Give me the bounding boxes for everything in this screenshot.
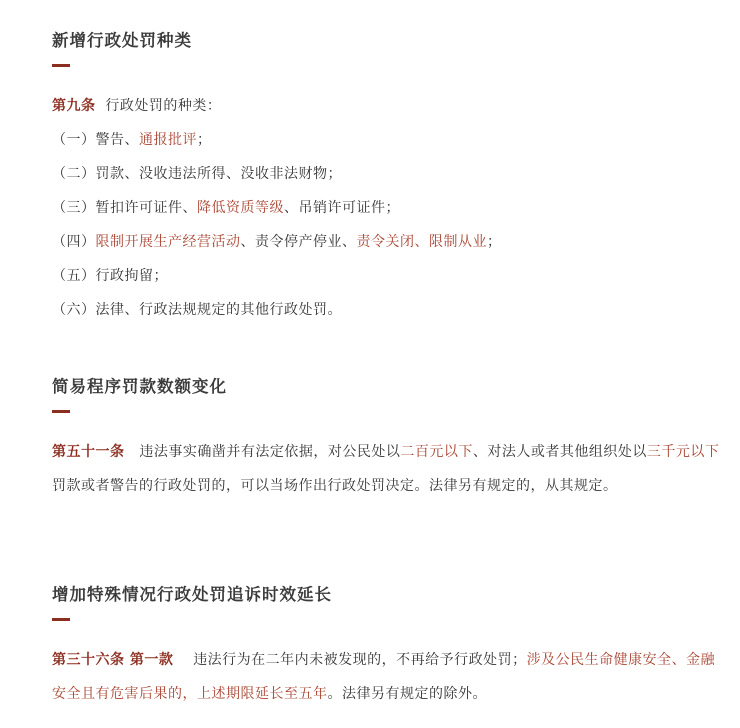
- highlighted-text: 二百元以下: [400, 444, 473, 460]
- penalty-types-list: [52, 123, 724, 327]
- heading-underline-divider: [52, 410, 70, 413]
- article-text: 违法行为在二年内未被发现的，不再给予行政处罚；: [193, 652, 527, 668]
- section-limitation-extension: [52, 584, 724, 711]
- item-text: 警告、: [95, 132, 139, 148]
- article-text: 违法事实确凿并有法定依据，对公民处以: [139, 444, 401, 460]
- item-text: 行政拘留；: [95, 268, 168, 284]
- penalty-type-item: [52, 293, 724, 327]
- section-new-penalty-types: [52, 30, 724, 327]
- highlighted-text: 限制开展生产经营活动: [95, 234, 241, 250]
- section-heading: 增加特殊情况行政处罚追诉时效延长: [52, 585, 332, 604]
- item-prefix: （五）: [52, 268, 96, 284]
- penalty-type-item: [52, 259, 724, 293]
- item-prefix: （六）: [52, 302, 96, 318]
- item-text: 法律、行政法规规定的其他行政处罚。: [95, 302, 342, 318]
- item-prefix: （二）: [52, 166, 96, 182]
- heading-underline-divider: [52, 618, 70, 621]
- penalty-type-item: [52, 157, 724, 191]
- article-number: 第三十六条 第一款: [52, 652, 174, 668]
- section-heading: 新增行政处罚种类: [52, 31, 192, 50]
- highlighted-text: 涉及公民生命健康安全、金融安全且有危害后果的，上述期限延长至五年: [52, 652, 716, 702]
- item-text: ；: [487, 234, 502, 250]
- item-text: ；: [197, 132, 212, 148]
- article-51-block: [52, 435, 724, 503]
- penalty-type-item: [52, 225, 724, 259]
- article-number: 第五十一条: [52, 444, 125, 460]
- item-text: 、吊销许可证件；: [284, 200, 400, 216]
- article-9-block: [52, 89, 724, 327]
- penalty-type-item: [52, 191, 724, 225]
- highlighted-text: 通报批评: [139, 132, 197, 148]
- highlighted-text: 责令关闭、限制从业: [356, 234, 487, 250]
- article-51-paragraph: [52, 435, 724, 503]
- penalty-type-item: [52, 123, 724, 157]
- section-summary-procedure-fines: [52, 376, 724, 503]
- heading-underline-divider: [52, 64, 70, 67]
- item-text: 暂扣许可证件、: [95, 200, 197, 216]
- article-36-block: [52, 643, 724, 711]
- highlighted-text: 降低资质等级: [197, 200, 284, 216]
- article-36-paragraph: [52, 643, 724, 711]
- item-text: 罚款、没收违法所得、没收非法财物；: [95, 166, 342, 182]
- section-heading: 简易程序罚款数额变化: [52, 377, 227, 396]
- highlighted-text: 三千元以下: [646, 444, 720, 460]
- article-text: 行政处罚的种类：: [105, 98, 222, 114]
- item-prefix: （四）: [52, 234, 96, 250]
- item-text: 、责令停产停业、: [240, 234, 357, 250]
- article-text: 罚款或者警告的行政处罚的，可以当场作出行政处罚决定。法律另有规定的，从其规定。: [52, 478, 618, 494]
- article-9-intro: [52, 89, 724, 123]
- article-text: 、对法人或者其他组织处以: [472, 444, 647, 460]
- article-text: 。法律另有规定的除外。: [327, 686, 487, 702]
- article-number: 第九条: [52, 98, 96, 114]
- item-prefix: （三）: [52, 200, 96, 216]
- item-prefix: （一）: [52, 132, 96, 148]
